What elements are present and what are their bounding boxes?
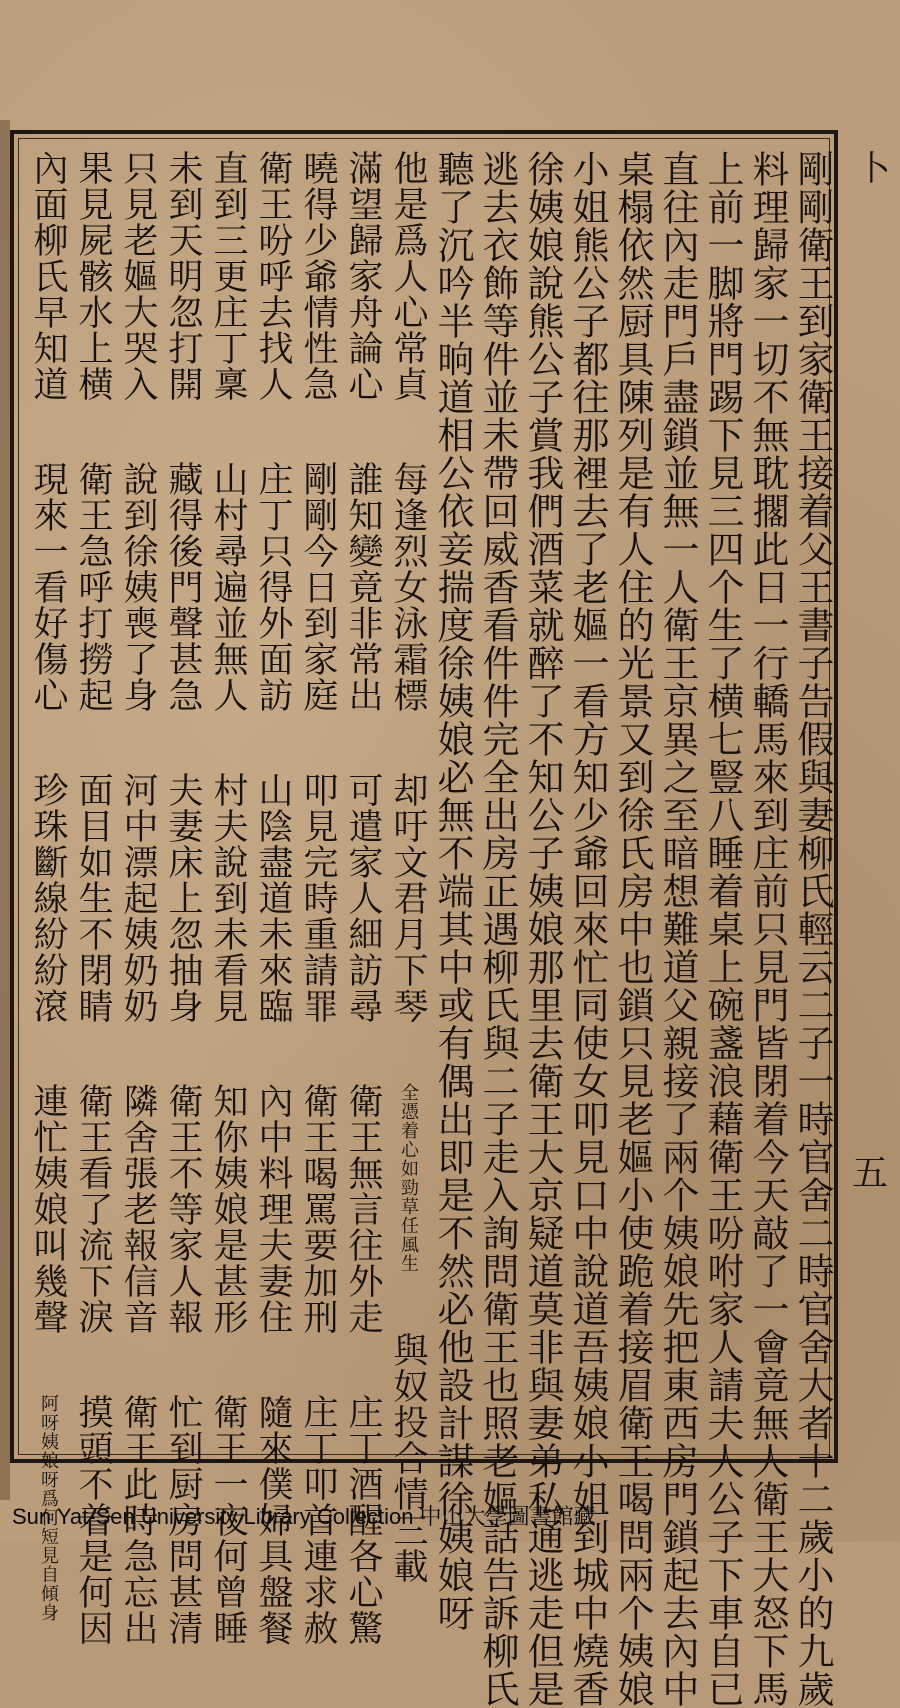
- verse-line: 摸頭不着是何因: [73, 1394, 113, 1646]
- verse-line: 衛王此時急忘出: [118, 1394, 158, 1646]
- verse-line: 忙到厨房問甚清: [163, 1394, 203, 1646]
- verse-line: 庄丁只得外面訪: [253, 461, 293, 713]
- verse-line: 說到徐姨喪了身: [118, 461, 158, 713]
- verse-line: 衛王吩呼去找人: [253, 150, 293, 402]
- verse-line: 庄丁叩首連求赦: [298, 1394, 338, 1646]
- verse-line: 衛王無言往外走: [343, 1083, 383, 1335]
- prose-column-7: 徐姨娘說熊公子賞我們酒菜就醉了不知公子姨娘那里去衛王大京疑道莫非與妻弟私通逃走但是: [521, 150, 564, 1708]
- prose-column-8: 逃去衣飾等件並未帶回威香看件件完全出房正遇柳氏與二子走入詢問衛王也照老嫗話告訴柳氏: [476, 150, 519, 1708]
- verse-line: 只見老嫗大哭入: [118, 150, 158, 402]
- verse-line: 藏得後門聲甚急: [163, 461, 203, 713]
- verse-line: 曉得少爺情性急: [298, 150, 338, 402]
- verse-line: 每逢烈女泳霜標: [388, 461, 428, 713]
- prose-column-2: 料理歸家一切不無耽擱此日一行轎馬來到庄前只見門皆閉着今天敲了一會竟無人衛王大怒下馬: [746, 150, 789, 1708]
- verse-line: 隣舍張老報信音: [118, 1083, 158, 1335]
- verse-line: 衛王不等家人報: [163, 1083, 203, 1335]
- verse-line: 內面柳氏早知道: [28, 150, 68, 402]
- prose-column-5: 桌榻依然厨具陳列是有人住的光景又到徐氏房中也鎖只見老嫗小使跪着接眉衛王喝問兩个姨娘: [611, 150, 654, 1708]
- verse-line: 衛王急呼打撈起: [73, 461, 113, 713]
- verse-line: 內中料理夫妻住: [253, 1083, 293, 1335]
- verse-line: 山村尋遍並無人: [208, 461, 248, 713]
- verse-line: 夫妻床上忽抽身: [163, 772, 203, 1024]
- verse-line: 却吁文君月下琴: [388, 772, 428, 1024]
- verse-column-3: [296, 150, 340, 1646]
- verse-column-7: [116, 150, 160, 1646]
- verse-line: 直到三更庄丁稟: [208, 150, 248, 402]
- verse-column-5: [206, 150, 250, 1646]
- verse-line: 珍珠斷線紛紛滾: [28, 772, 68, 1024]
- verse-line: 未到天明忽打開: [163, 150, 203, 402]
- verse-column-2: [341, 150, 385, 1646]
- prose-column-1: 剛剛衛王到家衛王接着父王書子告假與妻柳氏輕云二子一時官舍二時官舍大者十二歲小的九歲: [791, 150, 834, 1708]
- verse-line: 現來一看好傷心: [28, 461, 68, 713]
- prose-column-6: 小姐熊公子都往那裡去了老嫗一看方知少爺回來忙同使女叩見口中說道吾姨娘小姐到城中燒香: [566, 150, 609, 1708]
- verse-line: 隨來僕婦具盤餐: [253, 1394, 293, 1646]
- verse-line: 全憑着心如勁草任風生: [398, 1083, 419, 1273]
- verse-line: 山陰盡道未來臨: [253, 772, 293, 1024]
- verse-line: 河中漂起姨奶奶: [118, 772, 158, 1024]
- verse-column-1: [386, 150, 430, 1584]
- verse-line: 衛王看了流下淚: [73, 1083, 113, 1335]
- verse-line: 與奴投合情三載: [388, 1332, 428, 1584]
- verse-line: 面目如生不閉睛: [73, 772, 113, 1024]
- verse-line: 知你姨娘是甚形: [208, 1083, 248, 1335]
- verse-line: 衛王喝罵要加刑: [298, 1083, 338, 1335]
- verse-column-8: [71, 150, 115, 1646]
- verse-column-4: [251, 150, 295, 1646]
- verse-line: 阿呀姨娘呀爲何短見自傾身: [38, 1394, 59, 1622]
- verse-line: 衛王一夜何曾睡: [208, 1394, 248, 1646]
- collection-credit: Sun Yat-Sen University Library Collection 中山大學圖書館藏: [12, 1504, 596, 1529]
- verse-line: 叩見完時重請罪: [298, 772, 338, 1024]
- verse-line: 誰知變竟非常出: [343, 461, 383, 713]
- verse-line: 村夫說到未看見: [208, 772, 248, 1024]
- verse-line: 庄丁酒醒各心驚: [343, 1394, 383, 1646]
- binding-edge: [0, 120, 10, 1500]
- verse-line: 連忙姨娘叫幾聲: [28, 1083, 68, 1335]
- verse-line: 剛剛今日到家庭: [298, 461, 338, 713]
- verse-column-6: [161, 150, 205, 1646]
- verse-line: 果見屍骸水上横: [73, 150, 113, 402]
- prose-column-3: 上前一脚將門踢下見三四个生了横七豎八睡着桌上碗盞浪藉衛王吩咐家人請夫人公子下車自已: [701, 150, 744, 1708]
- verse-line: 他是爲人心常貞: [388, 150, 428, 402]
- page-number: 五: [852, 1153, 889, 1194]
- prose-column-9: 聽了沉吟半晌道相公依妾揣度徐姨娘必無不端其中或有偶出即是不然必他設計謀徐姨娘呀: [431, 150, 474, 1632]
- verse-line: 滿望歸家舟論心: [343, 150, 383, 402]
- verse-column-9: [26, 150, 70, 1622]
- margin-mark: 卜: [850, 150, 890, 184]
- verse-line: 可遣家人細訪尋: [343, 772, 383, 1024]
- prose-column-4: 直往內走門戶盡鎖並無一人衛王京異之至暗想難道父親接了兩个姨娘先把東西房門鎖起去內中: [656, 150, 699, 1708]
